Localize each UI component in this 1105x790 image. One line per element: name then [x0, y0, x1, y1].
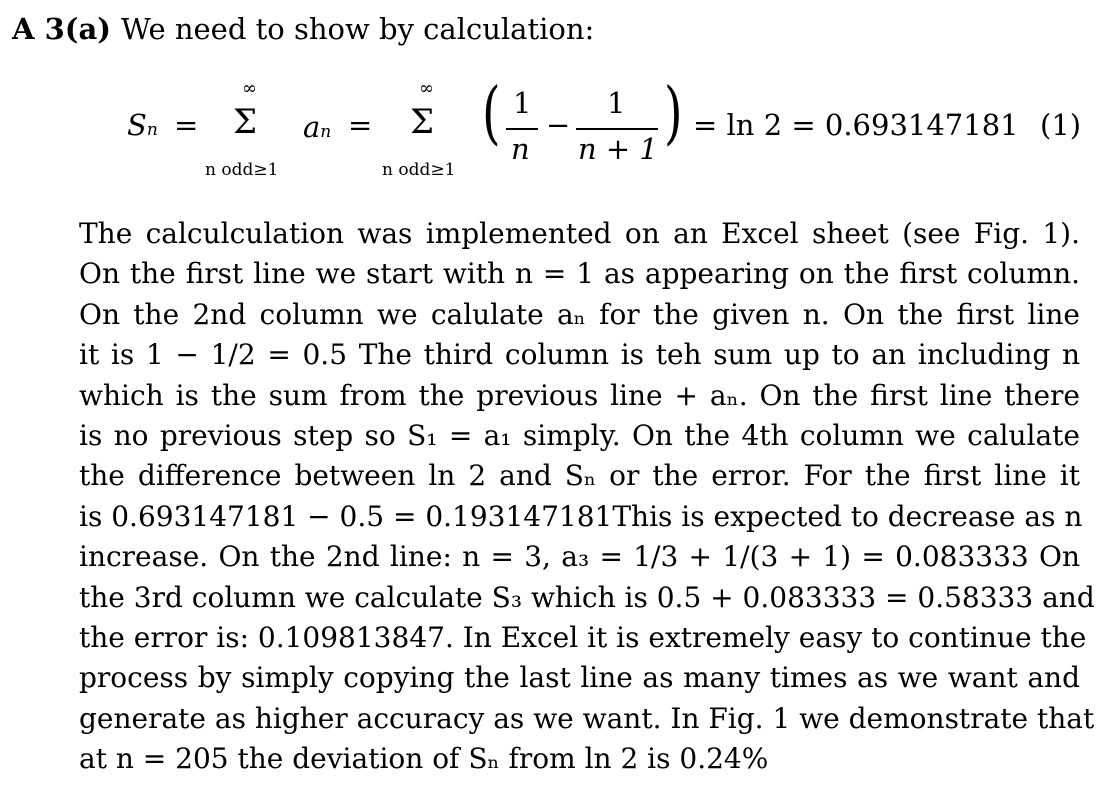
problem-number: A 3(a) [12, 12, 112, 46]
body-line: the difference between ln 2 and Sₙ or the error. For the first line it [79, 459, 1080, 493]
sum1-upper-limit: ∞ [242, 78, 257, 99]
right-paren: ) [663, 74, 683, 153]
sum1-term [303, 110, 331, 144]
body-line: increase. On the 2nd line: n = 3, a₃ = 1/3 + 1/(3 + 1) = 0.083333 On [79, 540, 1080, 574]
equals-sign: = [174, 108, 199, 142]
body-line: generate as higher accuracy as we want. In Fig. 1 we demonstrate that [79, 701, 1095, 735]
sum1-sigma: Σ [233, 102, 258, 142]
body-paragraph [79, 214, 1095, 780]
fraction-1-over-n [506, 86, 538, 166]
frac2-denominator: n + 1 [578, 132, 658, 166]
frac2-numerator: 1 [607, 86, 626, 120]
sum2-sigma: Σ [410, 102, 435, 142]
sum2-upper-limit: ∞ [419, 78, 434, 99]
equation-1 [0, 74, 1105, 188]
frac1-numerator: 1 [513, 86, 532, 120]
body-line: the error is: 0.109813847. In Excel it is extremely easy to continue the [79, 621, 1087, 655]
term-symbol: a [303, 110, 321, 144]
lhs-symbol: S [127, 108, 147, 142]
problem-heading [12, 12, 594, 46]
body-line: On the 2nd column we calulate aₙ for the given n. On the first line [79, 297, 1080, 331]
sum1-lower-limit: n odd≥1 [205, 160, 279, 180]
body-line: The calculculation was implemented on an Excel sheet (see Fig. 1). [79, 217, 1080, 250]
body-line: at n = 205 the deviation of Sₙ from ln 2 is 0.24% [79, 742, 769, 776]
fraction-1-over-n-plus-1 [576, 86, 658, 166]
body-line: On the first line we start with n = 1 as appearing on the first column. [79, 257, 1080, 291]
minus-sign: − [546, 108, 571, 142]
frac1-denominator: n [511, 132, 530, 166]
body-line: the 3rd column we calculate S₃ which is 0.5 + 0.083333 = 0.58333 and [79, 580, 1095, 614]
equals-sign: = [348, 108, 373, 142]
body-line: it is 1 − 1/2 = 0.5 The third column is teh sum up to an including n [79, 338, 1080, 372]
sum2-lower-limit: n odd≥1 [382, 160, 456, 180]
equation-result: = ln 2 = 0.693147181 [693, 108, 1019, 142]
equation-tag: (1) [1040, 108, 1082, 142]
fraction-bar [506, 128, 538, 130]
problem-statement: We need to show by calculation: [121, 12, 595, 46]
sum-symbol-s [127, 108, 158, 142]
left-paren: ( [481, 74, 501, 153]
body-line: process by simply copying the last line as many times as we want and [79, 661, 1080, 695]
body-line: is 0.693147181 − 0.5 = 0.193147181This is expected to decrease as n [79, 499, 1083, 533]
body-line: which is the sum from the previous line + aₙ. On the first line there [79, 378, 1080, 412]
body-line: is no previous step so S₁ = a₁ simply. On the 4th column we calulate [79, 419, 1080, 453]
fraction-bar [576, 128, 658, 130]
term-subscript: n [320, 122, 332, 142]
lhs-subscript: n [146, 120, 158, 140]
